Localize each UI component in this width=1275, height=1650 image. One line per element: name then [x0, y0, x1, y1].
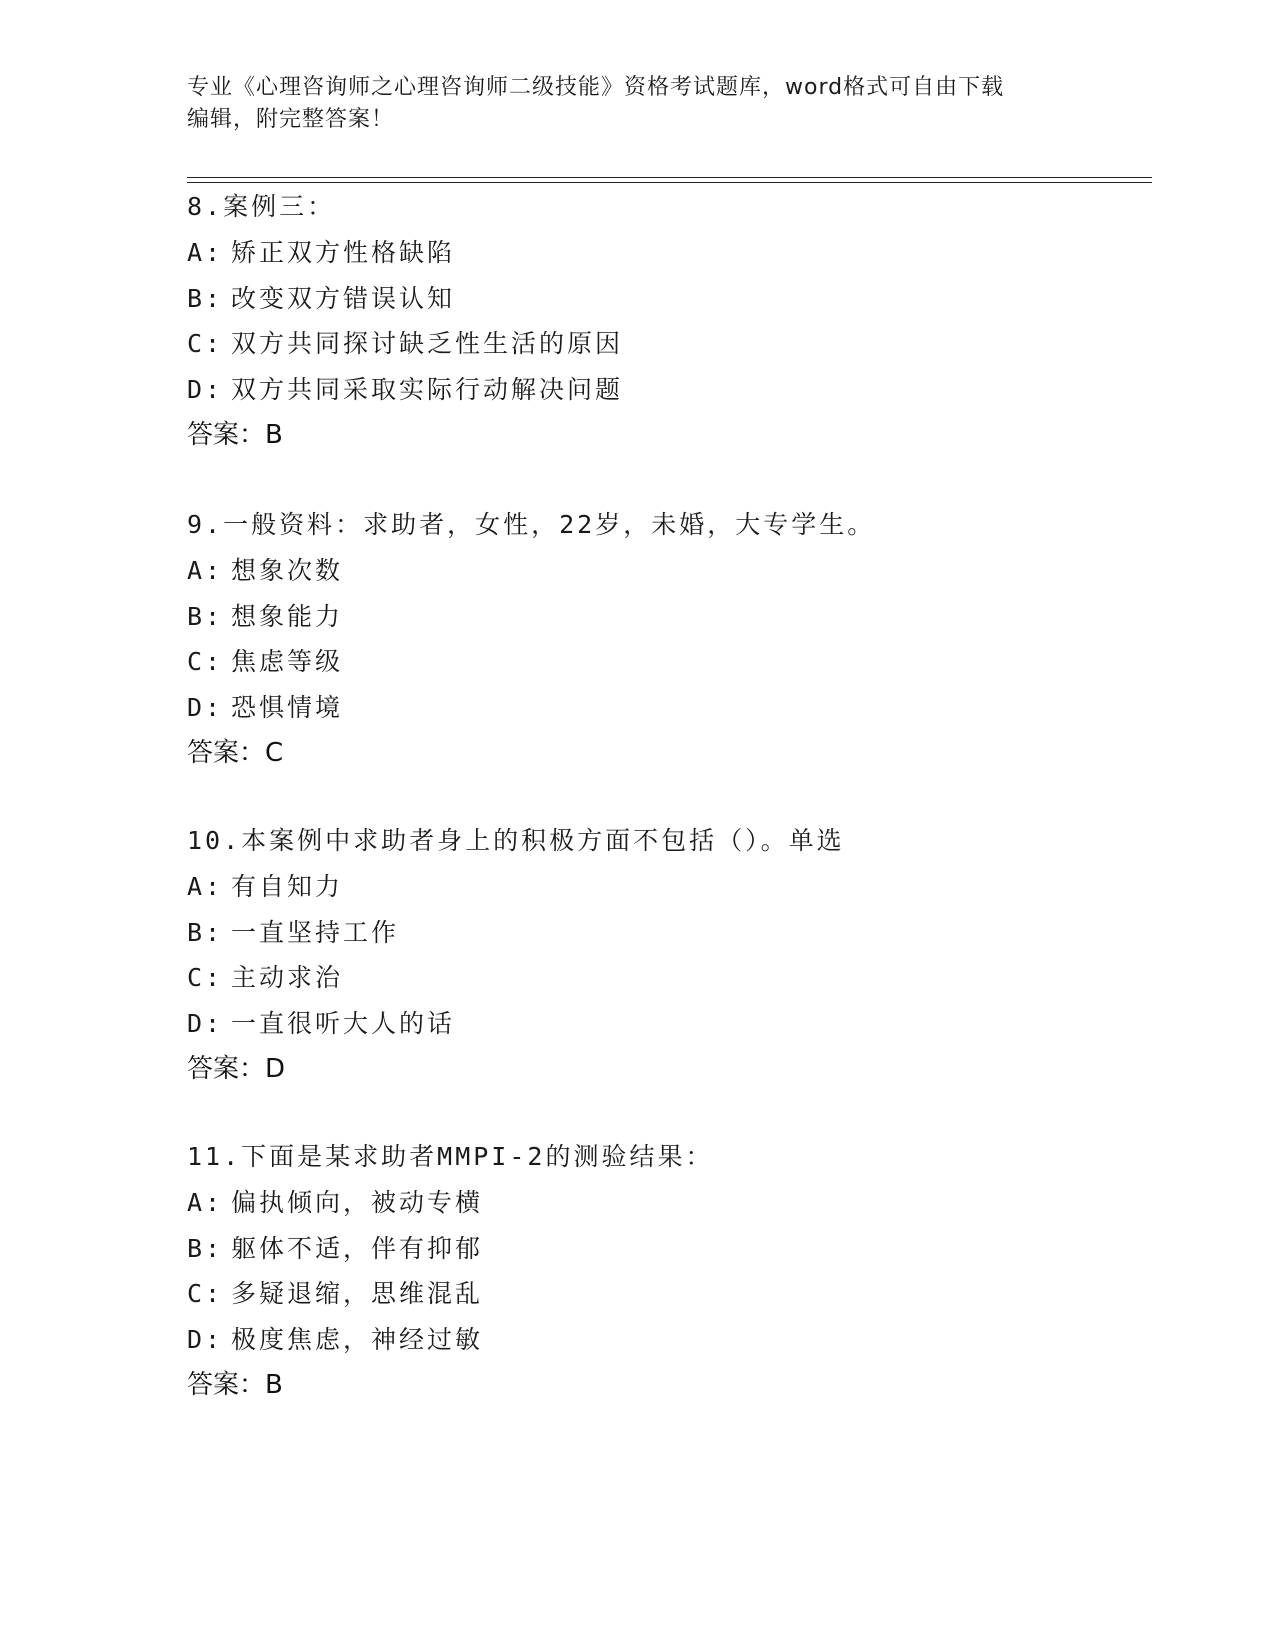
option-b: [187, 276, 1147, 322]
option-text: 双方共同采取实际行动解决问题: [231, 374, 624, 404]
option-a: [187, 548, 1147, 594]
option-letter: C:: [187, 329, 224, 358]
question-stem: 10.本案例中求助者身上的积极方面不包括（）。单选: [187, 826, 845, 855]
answer-line: 答案：C: [187, 738, 284, 768]
option-b: [187, 1226, 1147, 1272]
option-text: 偏执倾向，被动专横: [231, 1188, 484, 1217]
option-text: 恐惧情境: [231, 692, 344, 722]
option-letter: C:: [187, 1279, 224, 1308]
header-divider-bottom: [187, 182, 1152, 183]
header-line-1: 专业《心理咨询师之心理咨询师二级技能》资格考试题库，word格式可自由下载: [187, 75, 1005, 100]
question-stem: 11.下面是某求助者MMPI-2的测验结果：: [187, 1142, 714, 1171]
option-d: [187, 685, 1147, 731]
option-letter: A:: [187, 556, 224, 585]
option-text: 焦虑等级: [231, 647, 344, 676]
document-header: [187, 72, 1087, 136]
option-text: 一直很听大人的话: [231, 1008, 456, 1038]
option-text: 想象次数: [231, 556, 344, 585]
option-d: [187, 367, 1147, 413]
option-letter: B:: [187, 1233, 224, 1263]
question-9: [187, 502, 1147, 776]
option-text: 极度焦虑，神经过敏: [231, 1324, 484, 1354]
option-letter: C:: [187, 963, 224, 992]
option-a: [187, 1180, 1147, 1226]
option-letter: B:: [187, 917, 224, 947]
answer-line: 答案：D: [187, 1054, 286, 1084]
option-letter: B:: [187, 283, 224, 313]
option-text: 多疑退缩，思维混乱: [231, 1279, 484, 1308]
option-c: [187, 321, 1147, 367]
option-letter: A:: [187, 238, 224, 267]
option-text: 双方共同探讨缺乏性生活的原因: [231, 329, 624, 358]
question-10: [187, 818, 1147, 1092]
option-d: [187, 1001, 1147, 1047]
option-text: 一直坚持工作: [231, 917, 400, 947]
question-11: [187, 1134, 1147, 1408]
option-d: [187, 1317, 1147, 1363]
option-letter: C:: [187, 647, 224, 676]
answer-line: 答案：B: [187, 420, 283, 450]
option-letter: D:: [187, 1008, 224, 1038]
option-a: [187, 230, 1147, 276]
answer-line: 答案：B: [187, 1370, 283, 1400]
option-b: [187, 594, 1147, 640]
option-letter: A:: [187, 872, 224, 901]
option-a: [187, 864, 1147, 910]
option-b: [187, 910, 1147, 956]
question-stem: 9.一般资料：求助者，女性，22岁，未婚，大专学生。: [187, 510, 876, 539]
question-stem: 8.案例三：: [187, 192, 336, 221]
question-8: [187, 184, 1147, 458]
header-line-2: 编辑，附完整答案！: [187, 107, 395, 132]
option-text: 想象能力: [231, 601, 344, 631]
option-text: 矫正双方性格缺陷: [231, 238, 456, 267]
option-letter: D:: [187, 374, 224, 404]
option-letter: D:: [187, 692, 224, 722]
option-text: 躯体不适，伴有抑郁: [231, 1233, 484, 1263]
option-letter: B:: [187, 601, 224, 631]
option-letter: A:: [187, 1188, 224, 1217]
option-c: [187, 1271, 1147, 1317]
header-divider-top: [187, 177, 1152, 178]
option-text: 改变双方错误认知: [231, 283, 456, 313]
option-letter: D:: [187, 1324, 224, 1354]
option-c: [187, 955, 1147, 1001]
option-text: 主动求治: [231, 963, 344, 992]
option-c: [187, 639, 1147, 685]
option-text: 有自知力: [231, 872, 344, 901]
